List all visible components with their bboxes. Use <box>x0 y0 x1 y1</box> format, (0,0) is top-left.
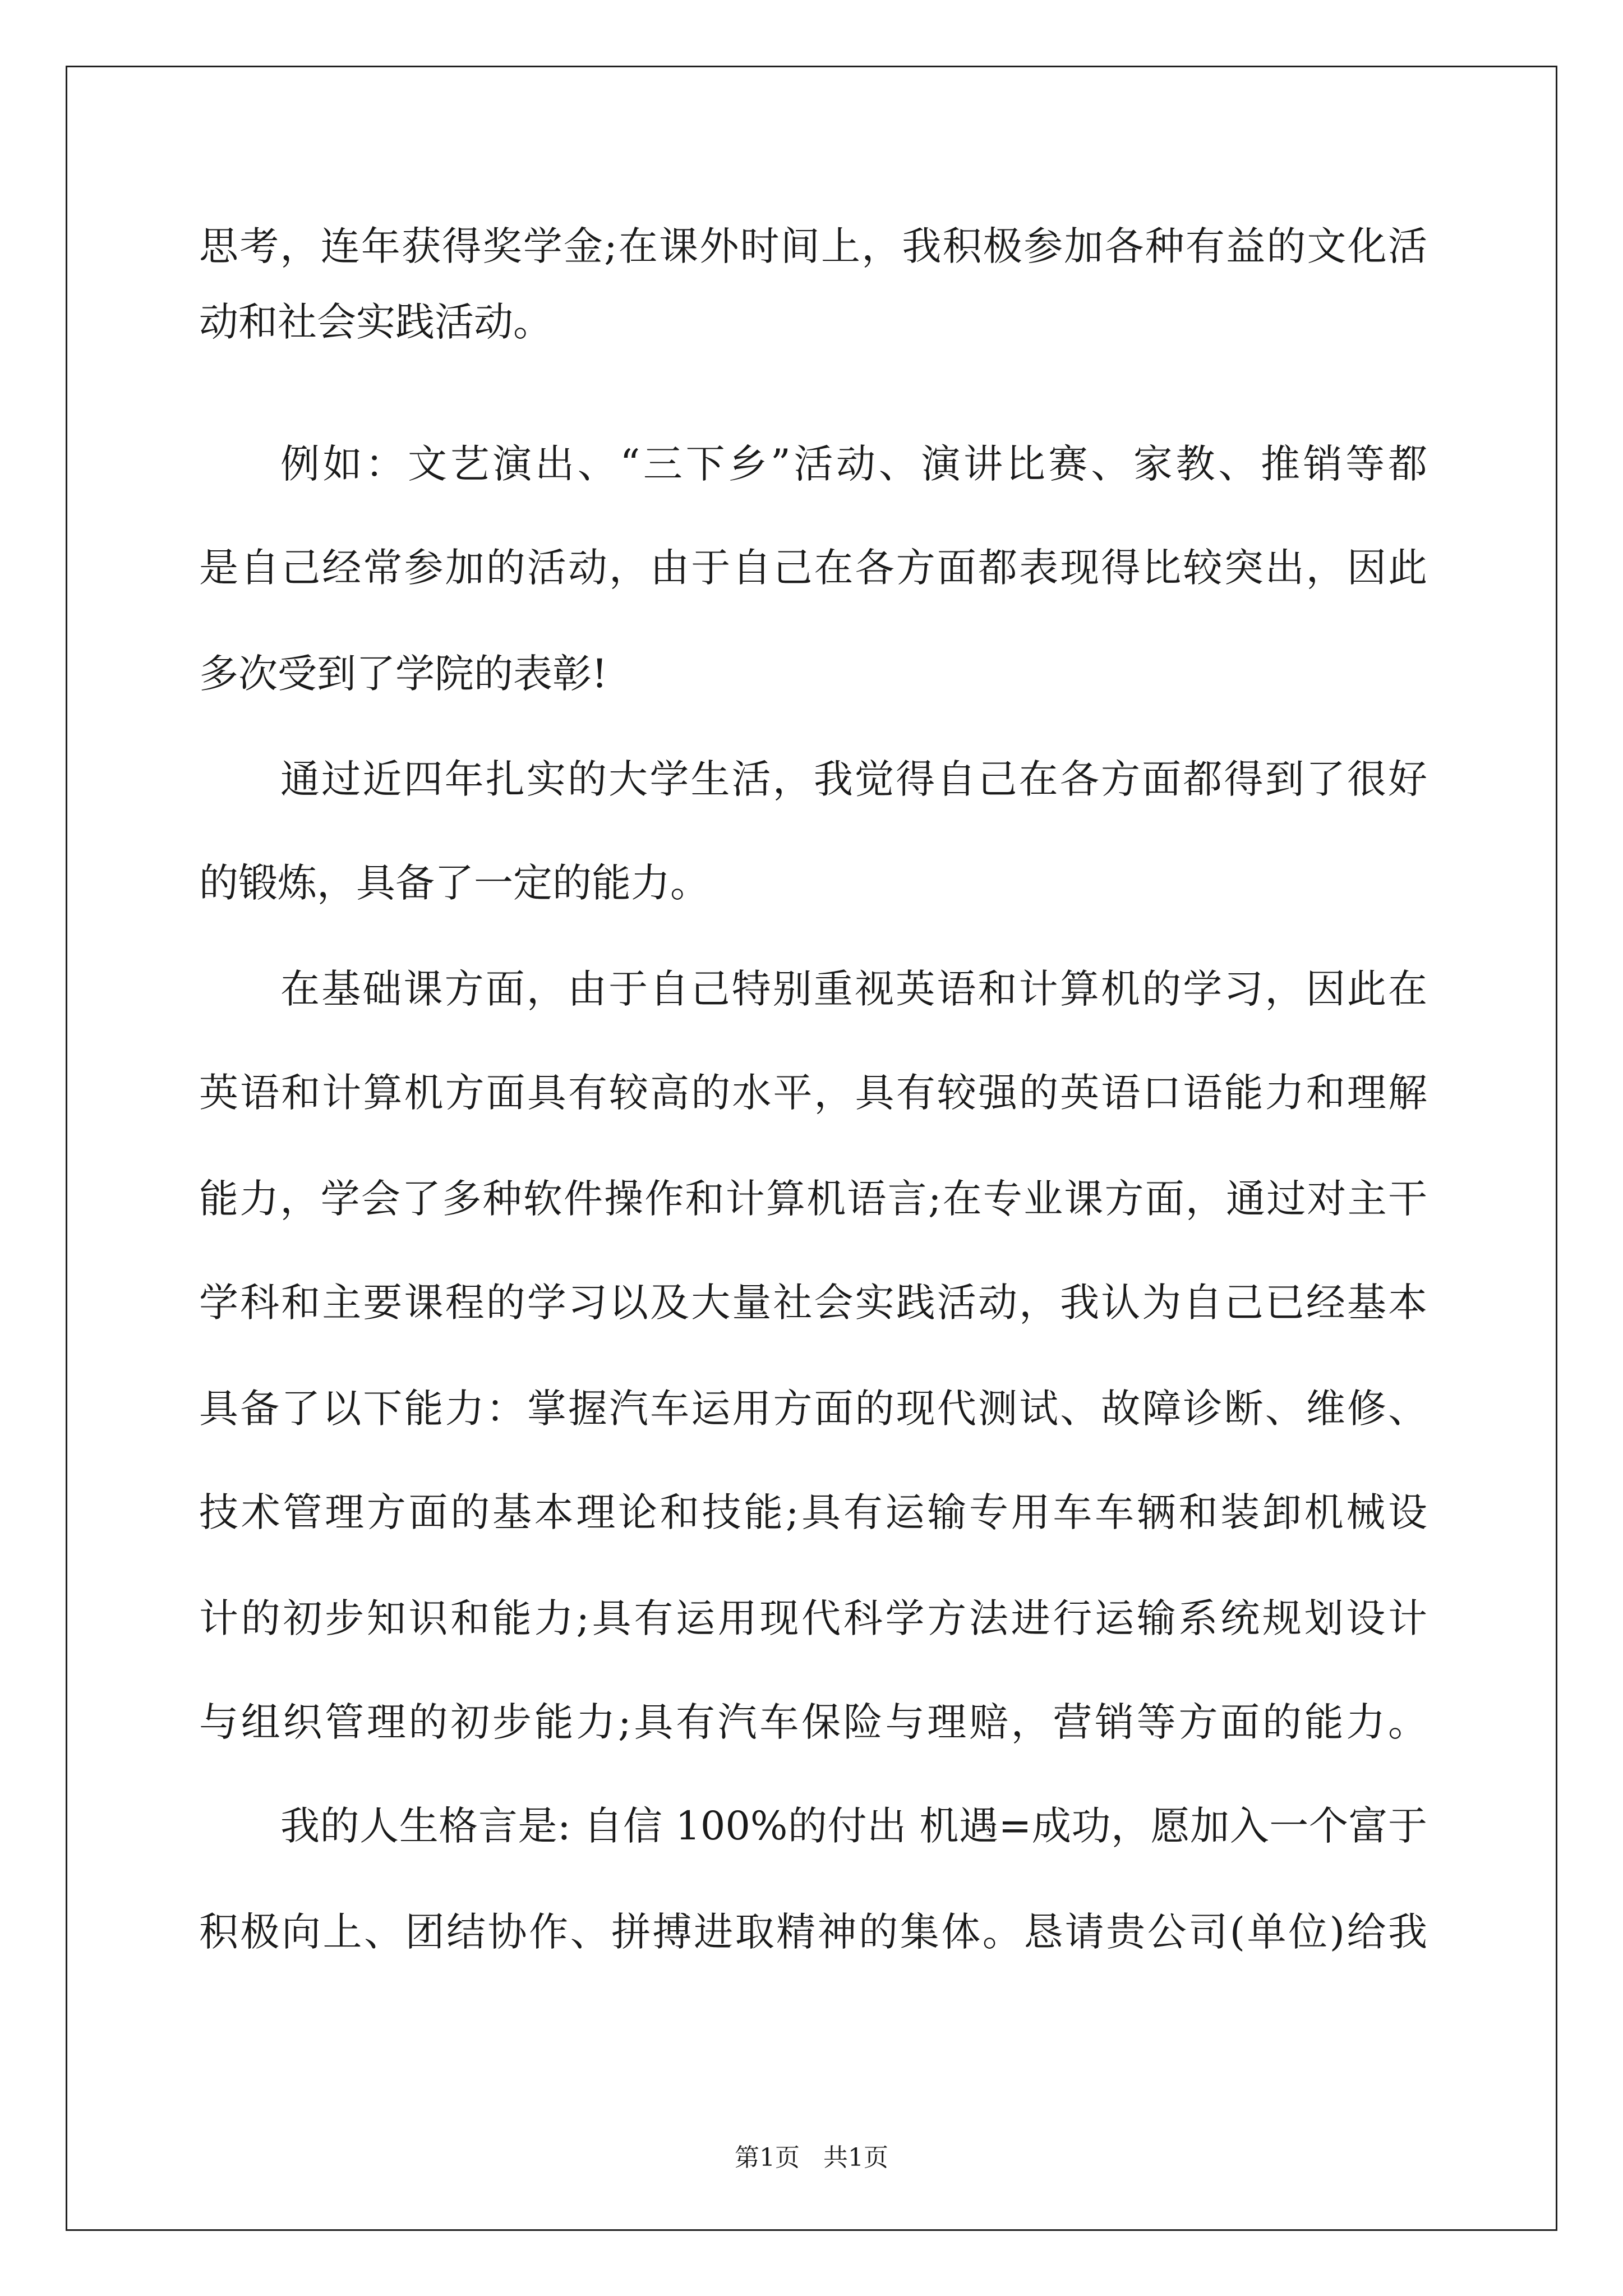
text-line-10: 能力，学会了多种软件操作和计算机语言;在专业课方面，通过对主干 <box>199 1176 1427 1222</box>
text-line-14: 计的初步知识和能力;具有运用现代科学方法进行运输系统规划设计 <box>199 1595 1427 1641</box>
text-line-1: 思考，连年获得奖学金;在课外时间上，我积极参加各种有益的文化活 <box>199 223 1427 269</box>
text-line-8: 在基础课方面，由于自己特别重视英语和计算机的学习，因此在 <box>280 966 1427 1012</box>
text-line-17: 积极向上、团结协作、拼搏进取精神的集体。恳请贵公司(单位)给我 <box>199 1909 1427 1955</box>
text-line-15: 与组织管理的初步能力;具有汽车保险与理赔，营销等方面的能力。 <box>199 1699 1427 1745</box>
text-line-7: 的锻炼，具备了一定的能力。 <box>199 860 709 906</box>
text-line-3: 例如：文艺演出、“三下乡”活动、演讲比赛、家教、推销等都 <box>280 441 1427 487</box>
text-line-4: 是自己经常参加的活动，由于自己在各方面都表现得比较突出，因此 <box>199 545 1427 591</box>
text-line-13: 技术管理方面的基本理论和技能;具有运输专用车车辆和装卸机械设 <box>199 1489 1427 1535</box>
text-line-6: 通过近四年扎实的大学生活，我觉得自己在各方面都得到了很好 <box>280 756 1427 802</box>
text-line-11: 学科和主要课程的学习以及大量社会实践活动，我认为自己已经基本 <box>199 1280 1427 1326</box>
text-line-9: 英语和计算机方面具有较高的水平，具有较强的英语口语能力和理解 <box>199 1070 1427 1116</box>
text-line-12: 具备了以下能力：掌握汽车运用方面的现代测试、故障诊断、维修、 <box>199 1386 1427 1432</box>
page-border <box>66 66 1557 2231</box>
page-number-footer: 第1页 共1页 <box>735 2143 888 2172</box>
text-line-16: 我的人生格言是: 自信 100%的付出 机遇=成功，愿加入一个富于 <box>280 1803 1427 1849</box>
text-line-2: 动和社会实践活动。 <box>199 299 552 345</box>
text-line-5: 多次受到了学院的表彰! <box>199 651 608 697</box>
